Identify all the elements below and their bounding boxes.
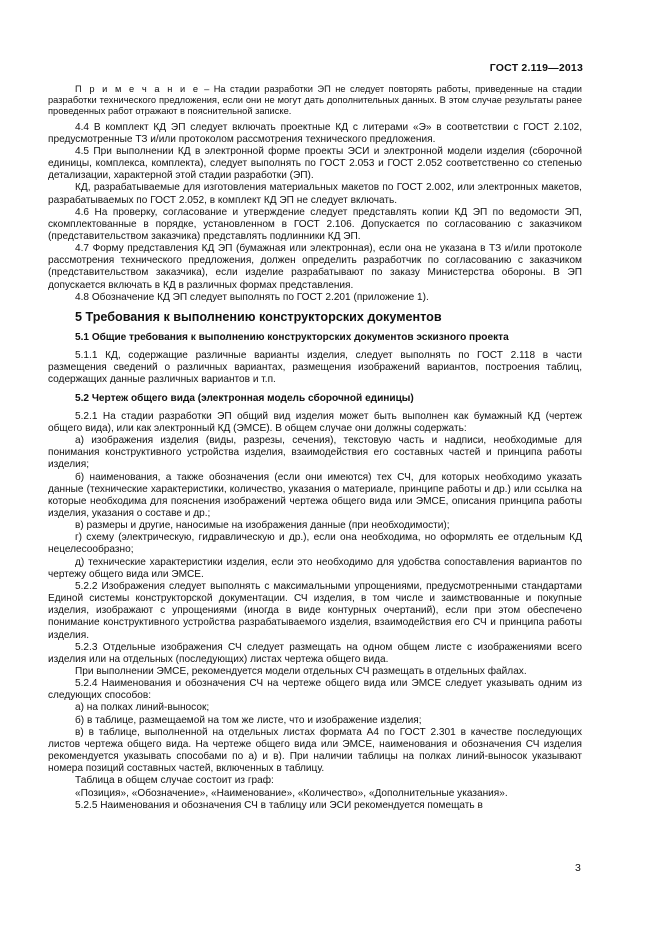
paragraph-5-2-1: 5.2.1 На стадии разработки ЭП общий вид изделия может быть выполнен как бумажный КД (чертеж общего вида), или как электронный КД (ЭМСЕ). В общем случае они должны содержать: <box>48 410 582 434</box>
paragraph-5-2-3-continued: При выполнении ЭМСЕ, рекомендуется модели отдельных СЧ размещать в отдельных файлах. <box>75 666 527 678</box>
list-item-5-2-1-d: г) схему (электрическую, гидравлическую и др.), если она необходима, но оформлять ее отдельным КД нецелесообразно; <box>48 532 582 556</box>
paragraph-4-6: 4.6 На проверку, согласование и утверждение следует представлять копии КД ЭП по ведомости ЭП, скомплектованные в порядке, установленном в ГОСТ 2.106. Допускается по согласованию с заказчиком (представительством заказчика) представлять подлинники КД ЭП. <box>48 206 582 243</box>
paragraph-5-2-4: 5.2.4 Наименования и обозначения СЧ на чертеже общего вида или ЭМСЕ следует указывать одним из следующих способов: <box>48 678 582 702</box>
paragraph-5-2-5: 5.2.5 Наименования и обозначения СЧ в таблицу или ЭСИ рекомендуется помещать в <box>75 799 483 811</box>
paragraph-4-5-continued: КД, разрабатываемые для изготовления материальных макетов по ГОСТ 2.002, или электронных макетов, разрабатываемых по ГОСТ 2.052, в комплект КД ЭП не следует включать. <box>48 182 582 206</box>
note-text: – На стадии разработки ЭП не следует повторять работы, приведенные на стадии разработки технического предложения, если они не могут дать дополнительных данных. В этом случае результаты ранее проведенных работ отражают в пояснительной записке. <box>48 84 582 117</box>
list-item-5-2-4-c: в) в таблице, выполненной на отдельных листах формата А4 по ГОСТ 2.301 в качестве последующих листов чертежа общего вида. На чертеже общего вида или ЭМСЕ, наименования и обозначения СЧ изделия рекомендуется указывать способами по а) и в). При наличии таблицы на полках линий-выносок указывают номера позиций составных частей, включенных в таблицу. <box>48 726 582 775</box>
list-item-5-2-1-e: д) технические характеристики изделия, если это необходимо для удобства сопоставления вариантов по чертежу общего вида или ЭМСЕ. <box>48 556 582 580</box>
paragraph-4-8: 4.8 Обозначение КД ЭП следует выполнять по ГОСТ 2.201 (приложение 1). <box>75 291 429 303</box>
list-item-5-2-4-b: б) в таблице, размещаемой на том же листе, что и изображение изделия; <box>75 714 422 726</box>
paragraph-5-1-1: 5.1.1 КД, содержащие различные варианты изделия, следует выполнять по ГОСТ 2.118 в части размещения сведений о различных вариантах, размещения изображений вариантов, построения таблиц, содержащих данные различных вариантов и т.п. <box>48 350 582 386</box>
list-item-5-2-4-a: а) на полках линий-выносок; <box>75 702 210 714</box>
paragraph-4-7: 4.7 Форму представления КД ЭП (бумажная или электронная), если она не указана в ТЗ и/или протоколе рассмотрения технического предложения, должен определить разработчик по согласованию с заказчиком (представительством заказчика), если изделие разрабатывают по заказу Министерства обороны. В ЭП допускается включать в КД в различных формах представления. <box>48 243 582 291</box>
paragraph-4-5: 4.5 При выполнении КД в электронной форме проекты ЭСИ и электронной модели изделия (сборочной единицы, комплекса, комплекта), следует выполнять по ГОСТ 2.053 и ГОСТ 2.052 соответственно со степенью детализации, характерной этой стадии разработки (ЭП). <box>48 145 582 182</box>
paragraph-4-4: 4.4 В комплект КД ЭП следует включать проектные КД с литерами «Э» в соответствии с ГОСТ 2.102, предусмотренные ТЗ и/или протоколом рассмотрения технического предложения. <box>48 121 582 145</box>
list-item-5-2-1-b: б) наименования, а также обозначения (если они имеются) тех СЧ, для которых необходимо указать данные (технические характеристики, количество, указания о материале, принципе работы и др.) или ссылка на которые необходима для пояснения изображений чертежа общего вида или ЭМСЕ, описания принципа работы изделия, указания о составе и др.; <box>48 471 582 519</box>
page-content <box>48 84 582 812</box>
paragraph-5-2-4-table-columns: «Позиция», «Обозначение», «Наименование», «Количество», «Дополнительные указания». <box>75 787 508 799</box>
subsection-5-2-heading: 5.2 Чертеж общего вида (электронная модель сборочной единицы) <box>75 392 414 404</box>
list-item-5-2-1-a: а) изображения изделия (виды, разрезы, сечения), текстовую часть и надписи, необходимые для понимания конструктивного устройства изделия, взаимодействия его составных частей и принципа работы изделия; <box>48 435 582 471</box>
list-item-5-2-1-c: в) размеры и другие, наносимые на изображения данные (при необходимости); <box>75 520 450 532</box>
paragraph-5-2-4-table-intro: Таблица в общем случае состоит из граф: <box>75 775 274 787</box>
note-label: П р и м е ч а н и е <box>75 84 200 94</box>
page-number: 3 <box>575 862 581 874</box>
note-paragraph <box>48 84 582 118</box>
paragraph-5-2-3: 5.2.3 Отдельные изображения СЧ следует размещать на одном общем листе с изображениями всего изделия или на отдельных (последующих) листах чертежа общего вида. <box>48 641 582 665</box>
standard-header: ГОСТ 2.119—2013 <box>489 62 583 74</box>
paragraph-5-2-2: 5.2.2 Изображения следует выполнять с максимальными упрощениями, предусмотренными стандартами Единой системы конструкторской документации. СЧ изделия, в том числе и заимствованные и покупные изделия, изображают с упрощениями (иногда в виде контурных очертаний), если при этом обеспечено понимание конструктивного устройства разрабатываемого изделия, взаимодействия его СЧ и принципа работы изделия. <box>48 580 582 641</box>
section-5-heading: 5 Требования к выполнению конструкторских документов <box>75 309 442 324</box>
subsection-5-1-heading: 5.1 Общие требования к выполнению конструкторских документов эскизного проекта <box>75 331 509 343</box>
